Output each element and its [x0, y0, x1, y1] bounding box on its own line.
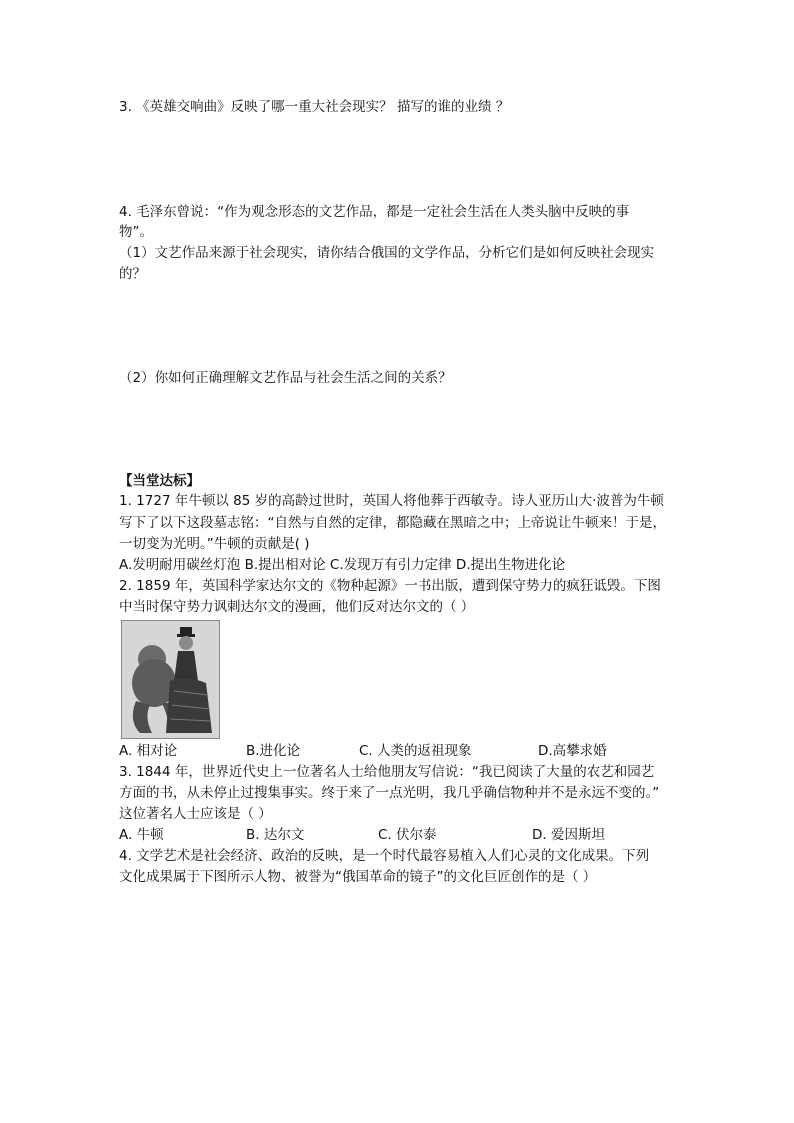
question-4-sub1-line1: （1）文艺作品来源于社会现实，请你结合俄国的文学作品，分析它们是如何反映社会现实: [119, 245, 655, 261]
question-4-sub1-line2: 的？: [119, 266, 146, 282]
mc1-options: A.发明耐用碳丝灯泡 B.提出相对论 C.发现万有引力定律 D.提出生物进化论: [119, 557, 566, 573]
section-title: 【当堂达标】: [119, 473, 200, 489]
mc3-line3: 这位著名人士应该是（ ）: [119, 806, 272, 822]
mc2-option-b: B.进化论: [246, 743, 301, 759]
mc1-line2: 写下了以下这段墓志铭：“自然与自然的定律，都隐藏在黑暗之中；上帝说让牛顿来！于是，: [119, 515, 666, 531]
mc3-option-c: C. 伏尔泰: [378, 827, 437, 843]
mc3-option-d: D. 爱因斯坦: [532, 827, 605, 843]
mc2-line2: 中当时保守势力讽刺达尔文的漫画，他们反对达尔文的（ ）: [119, 599, 475, 615]
mc3-line1: 3. 1844 年，世界近代史上一位著名人士给他朋友写信说：“我已阅读了大量的农艺和园艺: [119, 764, 655, 780]
mc2-line1: 2. 1859 年，英国科学家达尔文的《物种起源》一书出版，遭到保守势力的疯狂诋毁。下图: [119, 578, 661, 594]
cartoon-drawing: [122, 621, 219, 738]
darwin-cartoon-image: [121, 620, 220, 739]
question-3-text: 3. 《英雄交响曲》反映了哪一重大社会现实？ 描写的谁的业绩 ？: [119, 99, 510, 115]
question-4-sub2: （2）你如何正确理解文艺作品与社会生活之间的关系？: [119, 370, 452, 386]
mc2-option-c: C. 人类的返祖现象: [359, 743, 472, 759]
mc1-line1: 1. 1727 年牛顿以 85 岁的高龄过世时，英国人将他葬于西敏寺。诗人亚历山大·波普为牛顿: [119, 493, 664, 509]
mc4-line2: 文化成果属于下图所示人物、被誉为“俄国革命的镜子”的文化巨匠创作的是（ ）: [119, 869, 597, 885]
mc1-line3: 一切变为光明。”牛顿的贡献是( ): [119, 536, 310, 552]
mc3-option-b: B. 达尔文: [246, 827, 305, 843]
mc2-option-d: D.高攀求婚: [538, 743, 607, 759]
mc4-line1: 4. 文学艺术是社会经济、政治的反映，是一个时代最容易植入人们心灵的文化成果。下列: [119, 848, 650, 864]
question-4-line2: 物”。: [119, 224, 153, 240]
question-4-line1: 4. 毛泽东曾说：“作为观念形态的文艺作品，都是一定社会生活在人类头脑中反映的事: [119, 204, 630, 220]
mc2-option-a: A. 相对论: [119, 743, 178, 759]
mc3-line2: 方面的书，从未停止过搜集事实。终于来了一点光明，我几乎确信物种并不是永远不变的。”: [119, 785, 660, 801]
mc3-option-a: A. 牛顿: [119, 827, 164, 843]
